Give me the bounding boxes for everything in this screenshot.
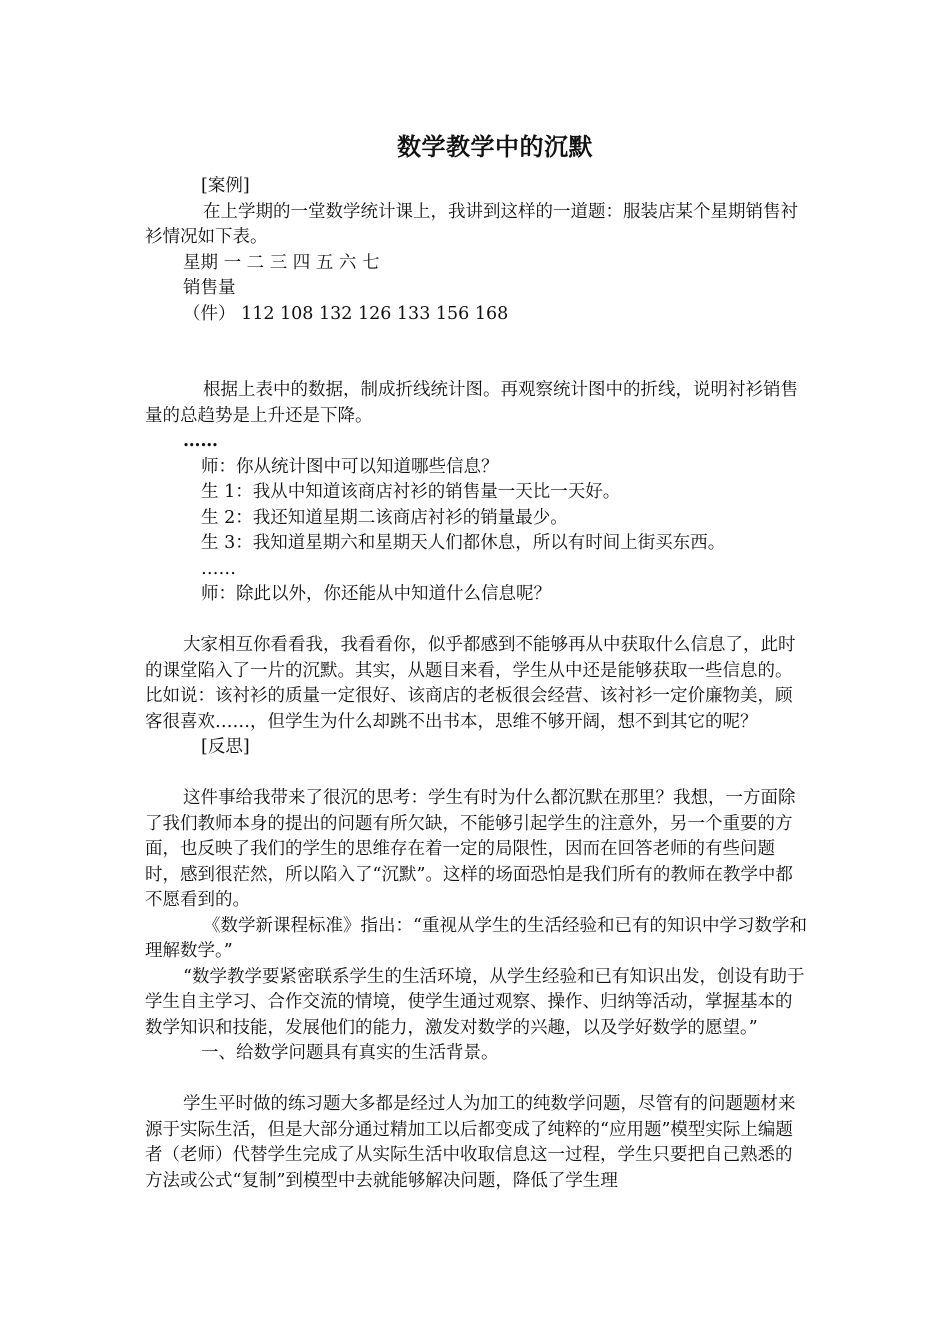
ellipsis: …… (201, 558, 236, 579)
case-heading: [案例] (201, 176, 250, 196)
page-title: 数学教学中的沉默 (397, 133, 593, 161)
paragraph: 在上学期的一堂数学统计课上，我讲到这样的一道题：服装店某个星期销售衬衫情况如下表。 (145, 201, 798, 247)
dialogue-line: 师：除此以外，你还能从中知道什么信息呢？ (201, 584, 551, 604)
spacer (145, 761, 807, 787)
paragraph: 根据上表中的数据，制成折线统计图。再观察统计图中的折线，说明衬衫销售量的总趋势是上升还是下降。 (145, 380, 798, 426)
document-body (145, 174, 807, 1194)
spacer (145, 608, 807, 634)
dialogue-line: 生 1：我从中知道该商店衬衫的销售量一天比一天好。 (201, 482, 621, 502)
dialogue-line: 师：你从统计图中可以知道哪些信息？ (201, 456, 499, 477)
ellipsis: …… (183, 431, 218, 451)
dialogue-line: 生 3：我知道星期六和星期天人们都休息，所以有时间上街买东西。 (201, 533, 726, 553)
dialogue-line: 生 2：我还知道星期二该商店衬衫的销量最少。 (201, 507, 568, 528)
quote-paragraph: “数学教学要紧密联系学生的生活环境，从学生经验和已有知识出发，创设有助于学生自主学习、合作交流的情境，使学生通过观察、操作、归纳等活动，掌握基本的数学知识和技能，发展他们的能力，激发对数学的兴趣，以及学好数学的愿望。” (145, 966, 805, 1038)
paragraph: 《数学新课程标准》指出：“重视从学生的生活经验和已有的知识中学习数学和理解数学。” (145, 915, 807, 961)
paragraph: 学生平时做的练习题大多都是经过人为加工的纯数学问题，尽管有的问题题材来源于实际生活，但是大部分通过精加工以后都变成了纯粹的“应用题”模型实际上编题者（老师）代替学生完成了从实际生活中收取信息这一过程，学生只要把自己熟悉的方法或公式“复制”到模型中去就能够解决问题，降低了学生理 (145, 1094, 796, 1191)
spacer (145, 327, 807, 378)
paragraph: 大家相互你看看我，我看看你，似乎都感到不能够再从中获取什么信息了，此时的课堂陷入了一片的沉默。其实，从题目来看，学生从中还是能够获取一些信息的。比如说：该衬衫的质量一定很好、该商店的老板很会经营、该衬衫一定价廉物美，顾客很喜欢……，但学生为什么却跳不出书本，思维不够开阔，想不到其它的呢？ (145, 635, 796, 732)
table-row-label: 销售量 (183, 278, 236, 298)
reflection-heading: [反思] (201, 737, 250, 757)
spacer (145, 1067, 807, 1093)
table-row-sales: （件） 112 108 132 126 133 156 168 (183, 303, 509, 324)
table-row-weekdays: 星期 一 二 三 四 五 六 七 (183, 252, 380, 273)
paragraph: 这件事给我带来了很沉的思考：学生有时为什么都沉默在那里？我想，一方面除了我们教师本身的提出的问题有所欠缺，不能够引起学生的注意外，另一个重要的方面，也反映了我们的学生的思维存在着一定的局限性，因而在回答老师的有些问题时，感到很茫然，所以陷入了“沉默”。这样的场面恐怕是我们所有的教师在教学中都不愿看到的。 (145, 788, 796, 910)
section-heading: 一、给数学问题具有真实的生活背景。 (201, 1043, 499, 1063)
